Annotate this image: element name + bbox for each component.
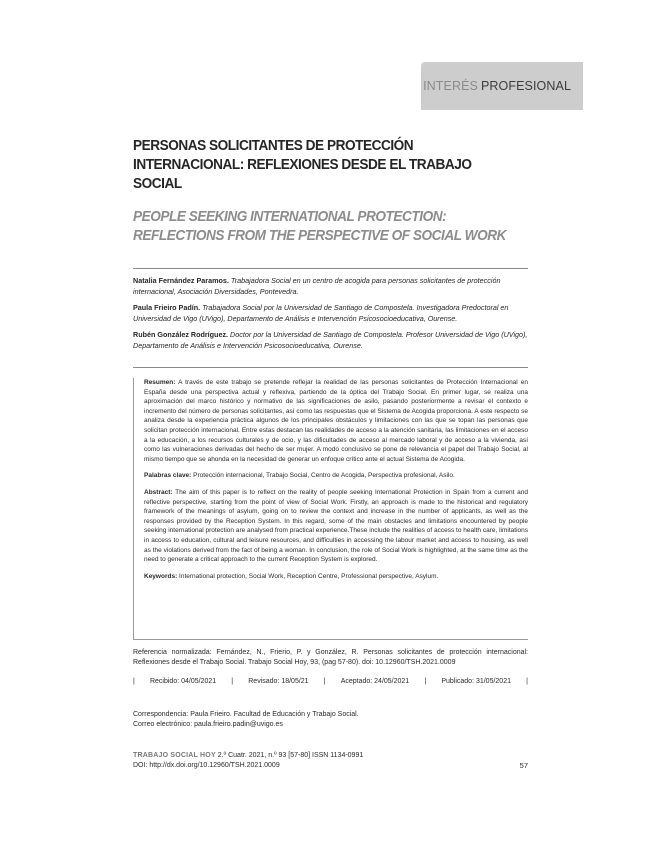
title-english: PEOPLE SEEKING INTERNATIONAL PROTECTION: REFLECTIONS FROM THE PERSPECTIVE OF SOCIAL WORK	[133, 209, 506, 244]
authors-block	[133, 275, 528, 356]
author-name: Rubén González Rodríguez.	[133, 330, 229, 339]
correspondence-email: Correo electrónico: paula.frieiro.padin@uvigo.es	[133, 721, 283, 728]
dates-bar	[133, 678, 528, 685]
footer	[133, 751, 528, 771]
date-separator: |	[424, 678, 427, 685]
date-revised: Revisado: 18/05/21	[248, 678, 309, 685]
author-affiliation: Trabajadora Social por la Universidad de Santiago de Compostela. Investigadora Predoctoral en Universidad de Vigo (UVigo), Departamento de Análisis e Intervención Psicosocioeducativa, Ourense.	[133, 303, 509, 323]
abstract	[144, 488, 528, 565]
date-accepted: Aceptado: 24/05/2021	[340, 678, 410, 685]
title-spanish: PERSONAS SOLICITANTES DE PROTECCIÓN INTERNACIONAL: REFLEXIONES DESDE EL TRABAJO SOCIAL	[133, 138, 472, 192]
rule-top	[133, 268, 528, 269]
author-name: Paula Frieiro Padín.	[133, 303, 201, 312]
page-number: 57	[519, 761, 528, 770]
keywords	[144, 572, 528, 582]
abstract-label: Abstract:	[144, 488, 173, 496]
journal-issue: 2.º Cuatr. 2021, n.º 93 [57-80] ISSN 1134-0991	[217, 752, 364, 759]
author-entry	[133, 302, 528, 324]
citation: Referencia normalizada: Fernández, N., Frierio, P. y González, R. Personas solicitantes de protección internacional: Reflexiones desde el Trabajo Social. Trabajo Social Hoy, 93, (pag 57-80). doi: 10.12960/TSH.2021.0009	[133, 649, 528, 666]
date-published: Publicado: 31/05/2021	[441, 678, 511, 685]
correspondence-address: Correspondencia: Paula Frieiro. Facultad de Educación y Trabajo Social.	[133, 711, 359, 718]
palabras-clave-label: Palabras clave:	[144, 472, 192, 480]
abstract-text: The aim of this paper is to reflect on the reality of people seeking International Protection in Spain from a current and reflective perspective, starting from the point of view of Social Work. Firstly, an approach is made to the historical and regulatory framework of the meanings of asylum, going on to review the context and increase in the number of applicants, as well as the responses provided by the Reception System. In this regard, some of the main obstacles and limitations encountered by people seeking international protection are analysed from practical experience.These include the realities of access to health care, limitations in access to education, cultural and leisure resources, and difficulties in accessing the labour market and access to housing, as well as the violations derived from the fact of being a woman. In conclusion, the role of Social Work is highlighted, at the same time as the need to generate a critical approach to the current Reception System is explored.	[144, 488, 528, 564]
author-entry	[133, 275, 528, 297]
date-separator: |	[526, 678, 528, 685]
palabras-clave-text: Protección internacional, Trabajo Social, Centro de Acogida, Perspectiva profesional, Asilo.	[193, 472, 455, 480]
keywords-label: Keywords:	[144, 572, 178, 580]
footer-doi: DOI: http://dx.doi.org/10.12960/TSH.2021.0009	[133, 762, 280, 769]
rule-bottom	[133, 367, 528, 368]
journal-name: TRABAJO SOCIAL HOY	[133, 752, 216, 759]
section-label-dark: PROFESIONAL	[480, 79, 571, 93]
resumen-label: Resumen:	[144, 379, 176, 386]
section-label-light: INTERÉS	[423, 79, 478, 93]
correspondence	[133, 710, 528, 730]
palabras-clave	[144, 471, 528, 481]
date-separator: |	[133, 678, 135, 685]
footer-issue-line	[133, 751, 528, 761]
date-received: Recibido: 04/05/2021	[149, 678, 217, 685]
author-entry	[133, 329, 528, 351]
date-separator: |	[323, 678, 326, 685]
resumen-text: A través de este trabajo se pretende reflejar la realidad de las personas solicitantes de Protección Internacional en España desde una perspectiva actual y reflexiva, partiendo de la óptica del Trabajo Social. En primer lugar, se realiza una aproximación del marco histórico y normativo de las significaciones de asilo, pasando posteriormente a revisar el contexto e incremento del número de personas solicitantes, así como las respuestas que el Sistema de Acogida proporciona. A este respecto se analiza desde la experiencia práctica algunos de los principales obstáculos y limitaciones con las que se topan las personas que solicitan protección internacional. Entre estas destacan las realidades de acceso a la atención sanitaria, las limitaciones en el acceso a la educación, a los recursos culturales y de ocio, y las dificultades de acceso al mercado laboral y de acceso a la vivienda, así como las vulneraciones derivadas del hecho de ser mujer. A modo conclusivo se pone de relevancia el papel del Trabajo Social, al mismo tiempo que se ahonda en la necesidad de generar un enfoque crítico ante el actual Sistema de Acogida.	[144, 379, 528, 463]
author-affiliation: Trabajadora Social en un centro de acogida para personas solicitantes de protección internacional, Asociación Diversidades, Pontevedra.	[133, 276, 501, 296]
section-tab	[421, 62, 583, 110]
keywords-text: International protection, Social Work, Reception Centre, Professional perspective, Asylum.	[179, 572, 439, 580]
date-separator: |	[231, 678, 234, 685]
author-affiliation: Doctor por la Universidad de Santiago de Compostela. Profesor Universidad de Vigo (UVigo), Departamento de Análisis e Intervención Psicosocioeducativa, Ourense.	[133, 330, 528, 350]
resumen	[144, 378, 528, 464]
abstract-box	[133, 378, 528, 640]
author-name: Natalia Fernández Paramos.	[133, 276, 229, 285]
